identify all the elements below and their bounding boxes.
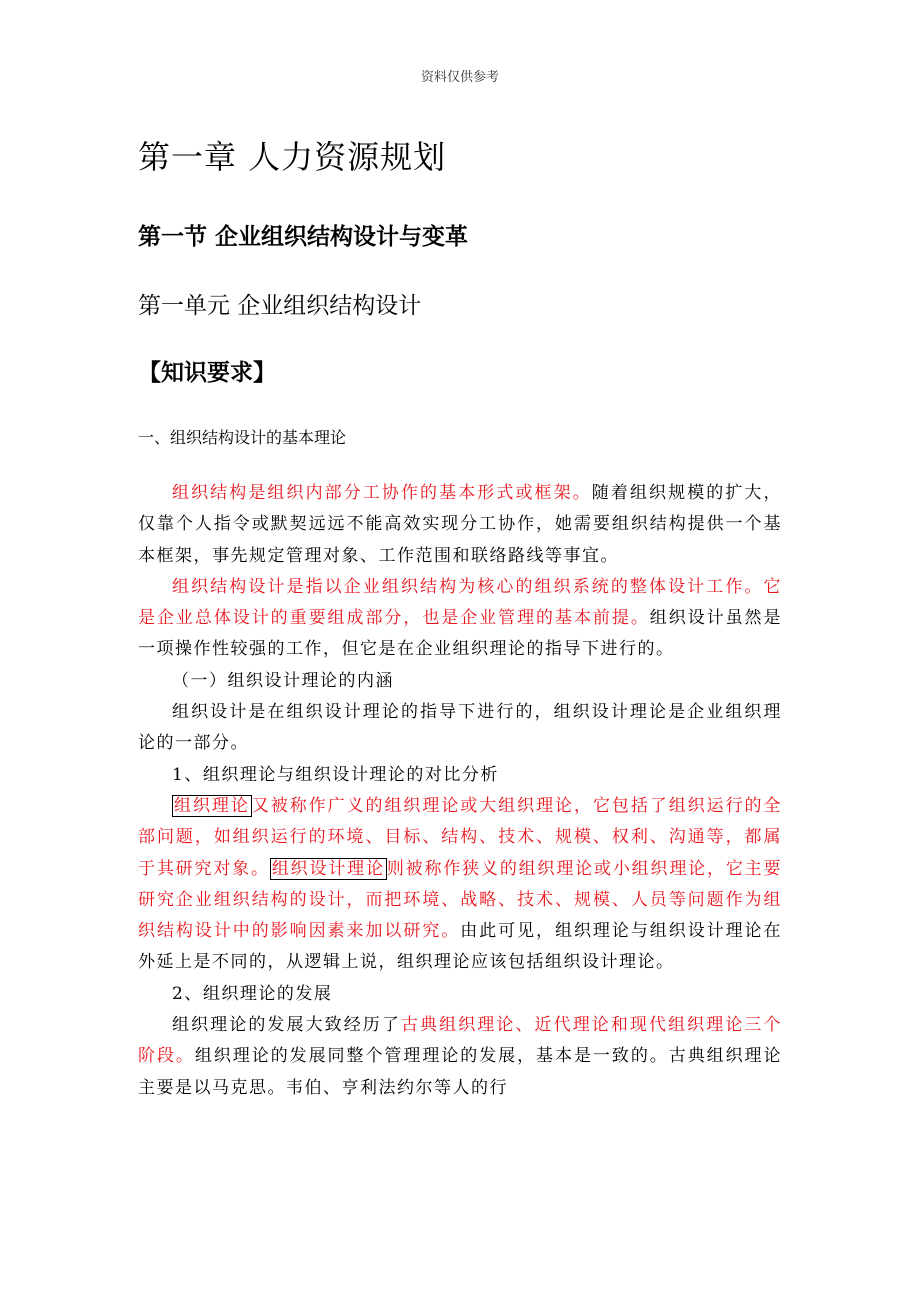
paragraph-3: 组织设计是在组织设计理论的指导下进行的，组织设计理论是企业组织理论的一部分。 [138,702,782,754]
paragraph-2 [138,572,782,666]
subheading-1: （一）组织设计理论的内涵 [172,670,394,691]
highlight-text: 组织结构设计是指以企业组织结构为核心的组织系统的整体设计工作。它是企业总体设计的重要组成部分，也是企业管理的基本前提。 [138,576,782,629]
plain-text: 组织设计虽然是一项操作性较强的工作，但它是在企业组织理论的指导下进行的。 [138,608,783,660]
highlight-text: 又被称作广义的组织理论或大组织理论，它包括了组织运行的全部问题，如组织运行的环境、目标、结构、技术、规模、权利、沟通等，都属于其研究对象。 [138,795,783,879]
body-text [138,478,782,1104]
plain-text: 随着组织规模的扩大，仅靠个人指令或默契远远不能高效实现分工协作，她需要组织结构提供一个基本框架，事先规定管理对象、工作范围和联络路线等事宜。 [138,483,783,566]
paragraph-5 [138,1010,782,1104]
subheading-1-2: 2、组织理论的发展 [172,983,333,1004]
chapter-title: 第一章 人力资源规划 [138,138,447,176]
paragraph-1 [138,478,782,572]
boxed-term: 组织设计理论 [271,858,385,879]
requirements-title: 【知识要求】 [138,360,276,386]
highlight-text: 组织结构是组织内部分工协作的基本形式或框架。 [172,483,592,503]
topic-heading: 一、组织结构设计的基本理论 [138,428,347,447]
highlight-text: 古典组织理论、近代理论和现代组织理论三个阶段。 [138,1015,783,1067]
section-title: 第一节 企业组织结构设计与变革 [138,224,469,250]
boxed-term: 组织理论 [174,795,250,816]
header-note: 资料仅供参考 [420,70,499,85]
plain-text: 组织理论的发展同整个管理理论的发展，基本是一致的。古典组织理论主要是以马克思。韦伯、亨利法约尔等人的行 [138,1046,783,1098]
plain-text: 组织理论的发展大致经历了 [172,1015,401,1036]
subheading-1-1: 1、组织理论与组织设计理论的对比分析 [172,764,499,785]
highlight-text: 则被称作狭义的组织理论或小组织理论，它主要研究企业组织结构的设计，而把环境、战略、技术、规模、人员等问题作为组织结构设计中的影响因素来加以研究。 [138,858,783,942]
paragraph-4 [138,791,782,979]
plain-text: 由此可见，组织理论与组织设计理论在外延上是不同的，从逻辑上说，组织理论应该包括组织设计理论。 [138,921,783,973]
unit-title: 第一单元 企业组织结构设计 [138,293,422,319]
